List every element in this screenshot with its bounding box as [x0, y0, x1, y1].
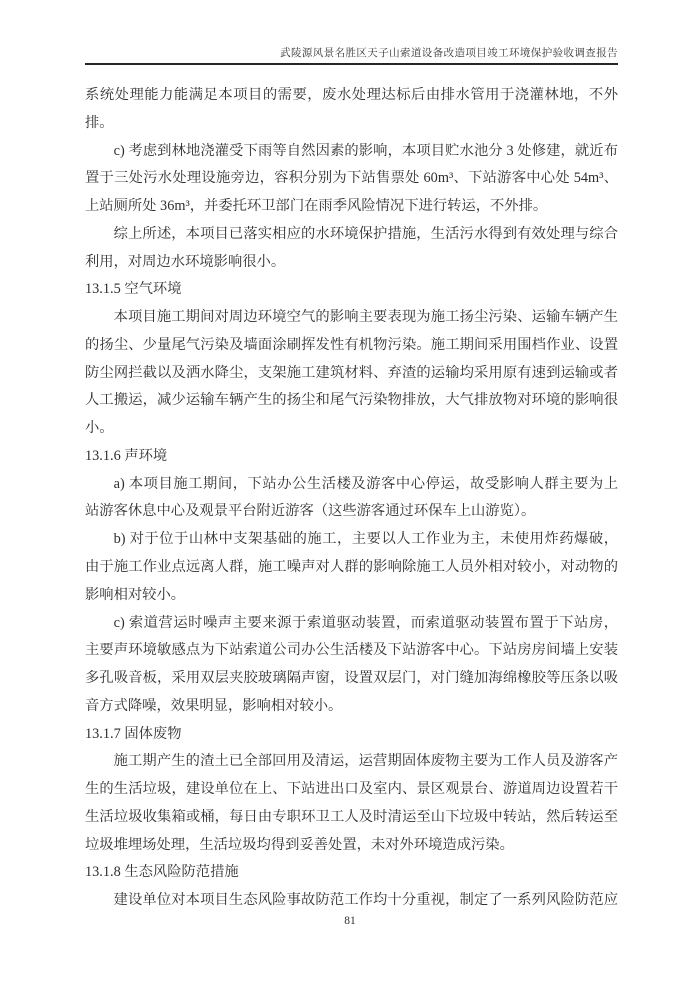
text-line: 利用，对周边水环境影响很小。: [85, 253, 286, 270]
text-line: a) 本项目施工期间，下站办公生活楼及游客中心停运，故受影响人群主要为上: [113, 475, 618, 492]
text-line: 系统处理能力能满足本项目的需要，废水处理达标后由排水管用于浇灌林地，不外: [85, 87, 618, 103]
text-line: 由于施工作业点远离人群，施工噪声对人群的影响除施工人员外相对较小，对动物的: [85, 559, 618, 576]
text-line: 建设单位对本项目生态风险事故防范工作均十分重视，制定了一系列风险防范应: [113, 892, 618, 909]
text-line: 排。: [85, 114, 114, 131]
text-line: 上站厕所处 36m³，并委托环卫部门在雨季风险情况下进行转运，不外排。: [85, 198, 548, 215]
text-line: 施工期产生的渣土已全部回用及清运，运营期固体废物主要为工作人员及游客产: [113, 753, 618, 770]
text-line: c) 考虑到林地浇灌受下雨等自然因素的影响，本项目贮水池分 3 处修建，就近布: [113, 142, 618, 159]
text-line: 垃圾堆埋场处理，生活垃圾均得到妥善处置，未对外环境造成污染。: [85, 836, 514, 853]
text-line: 影响相对较小。: [85, 586, 186, 603]
text-line: 多孔吸音板，采用双层夹胶玻璃隔声窗，设置双层门，对门缝加海绵橡胶等压条以吸: [85, 670, 618, 687]
section-heading: 13.1.5 空气环境: [85, 281, 182, 298]
text-line: 人工搬运，减少运输车辆产生的扬尘和尾气污染物排放，大气排放物对环境的影响很: [85, 392, 618, 409]
text-line: 生活垃圾收集箱或桶，每日由专职环卫工人及时清运至山下垃圾中转站，然后转运至: [85, 808, 618, 825]
text-line: c) 索道营运时噪声主要来源于索道驱动装置，而索道驱动装置布置于下站房，: [113, 614, 618, 631]
text-line: 主要声环境敏感点为下站索道公司办公生活楼及下站游客中心。下站房房间墙上安装: [85, 642, 618, 659]
section-heading: 13.1.7 固体废物: [85, 725, 182, 742]
header-rule: [85, 63, 618, 65]
text-line: 防尘网拦截以及洒水降尘，支架施工建筑材料、弃渣的运输均采用原有速到运输或者: [85, 364, 618, 381]
section-heading: 13.1.6 声环境: [85, 447, 168, 464]
document-body: [85, 82, 618, 915]
text-line: 小。: [85, 420, 114, 437]
text-line: 站游客休息中心及观景平台附近游客（这些游客通过环保车上山游览）。: [85, 503, 536, 520]
text-line: 的扬尘、少量尾气污染及墙面涂刷挥发性有机物污染。施工期间采用围档作业、设置: [85, 336, 618, 353]
text-line: 音方式降噪，效果明显，影响相对较小。: [85, 697, 343, 714]
text-line: 生的生活垃圾，建设单位在上、下站进出口及室内、景区观景台、游道周边设置若干: [85, 781, 618, 798]
page-number: 81: [344, 915, 356, 927]
page-header-title: 武陵源风景名胜区天子山索道设备改造项目竣工环境保护验收调查报告: [280, 48, 618, 59]
text-line: 置于三处污水处理设施旁边，容积分别为下站售票处 60m³、下站游客中心处 54m³、: [85, 170, 618, 187]
text-line: 本项目施工期间对周边环境空气的影响主要表现为施工扬尘污染、运输车辆产生: [113, 309, 618, 326]
section-heading: 13.1.8 生态风险防范措施: [85, 864, 239, 881]
text-line: 综上所述，本项目已落实相应的水环境保护措施，生活污水得到有效处理与综合: [113, 225, 618, 242]
text-line: b) 对于位于山林中支架基础的施工，主要以人工作业为主，未使用炸药爆破，: [113, 531, 618, 548]
